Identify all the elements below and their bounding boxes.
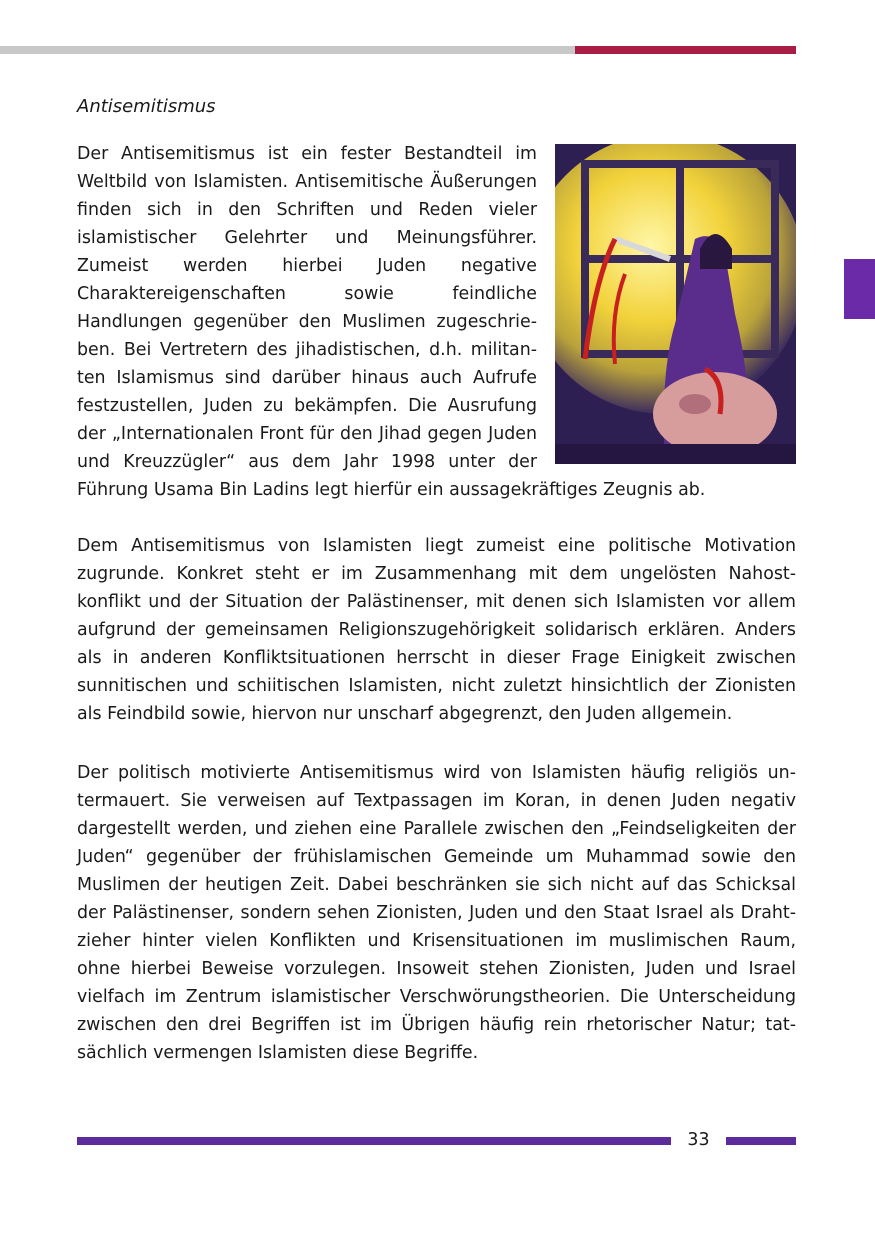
footer-rule-left [77, 1137, 671, 1145]
top-rule-accent [575, 46, 796, 54]
section-heading: Antisemitismus [77, 96, 216, 117]
chapter-tab-marker [844, 259, 875, 319]
paragraph-1 [77, 140, 796, 504]
top-rule-gray [0, 46, 575, 54]
footer-rule-right [726, 1137, 796, 1145]
paragraph-3: Der politisch motivierte Antisemitismus wird von Islamisten häufig religiös untermauert. Sie verweisen auf Textpassagen im Koran, in denen Juden negativ dargestellt werden, und ziehen eine Parallele zwischen den „Feindseligkeiten der Juden“ gegenüber der frühislamischen Gemeinde um Muhammad sowie den Muslimen der heutigen Zeit. Dabei beschränken sie sich nicht auf das Schicksal der Palästinenser, sondern sehen Zionisten, Juden und den Staat Israel als Drahtzieher hinter vielen Konflikten und Krisensituationen im muslimischen Raum, ohne hierbei Beweise vorzulegen. Insoweit stehen Zionisten, Juden und Israel vielfach im Zentrum islamistischer Verschwörungstheorien. Die Unterscheidung zwischen den drei Begriffen ist im Übrigen häufig rein rhetorischer Natur; tatsächlich vermengen Islamisten diese Begriffe. [77, 763, 796, 1063]
page-number: 33 [687, 1130, 710, 1150]
paragraph-2: Dem Antisemitismus von Islamisten liegt zumeist eine politische Motivation zugrunde. Konkret steht er im Zusammenhang mit dem ungelösten Nahostkonflikt und der Situation der Palästinenser, mit denen sich Islamisten vor allem aufgrund der gemeinsamen Religionszugehörigkeit solidarisch erklären. Anders als in anderen Konfliktsituationen herrscht in dieser Frage Einigkeit zwischen sunnitischen und schiitischen Islamisten, nicht zuletzt hinsichtlich der Zionisten als Feindbild sowie, hiervon nur unscharf abgegrenzt, den Juden allgemein. [77, 536, 796, 724]
paragraph-1-text: Der Antisemitismus ist ein fester Bestandteil im Weltbild von Islamisten. Antisemitische Äußerungen finden sich in den Schriften und Reden vieler islamistischer Gelehrter und Meinungsführer. Zumeist werden hierbei Juden negative Charaktereigenschaften sowie feindliche Handlungen gegenüber den Muslimen zugeschrieben. Bei Vertretern des jihadistischen, d.h. militanten Islamismus sind darüber hinaus auch Aufrufe festzustellen, Juden zu bekämpfen. Die Ausrufung der „Internationalen Front für den Jihad gegen Juden und Kreuzzügler“ aus dem Jahr 1998 unter der Führung Usama Bin Ladins legt hierfür ein aussagekräftiges Zeugnis ab. [77, 144, 706, 500]
propaganda-illustration [555, 144, 796, 464]
illustration-graphic [555, 144, 796, 464]
